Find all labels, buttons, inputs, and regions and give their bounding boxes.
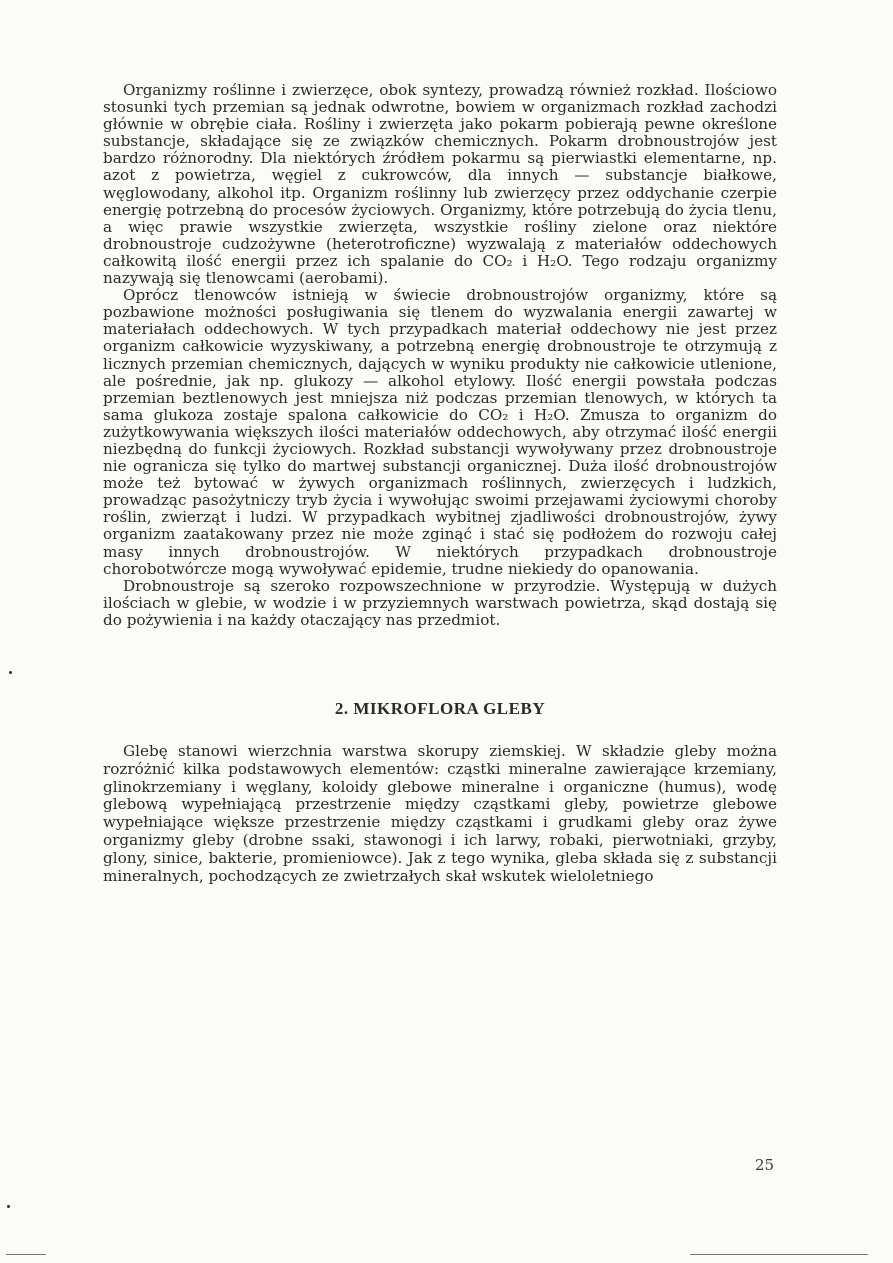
section-heading: 2. MIKROFLORA GLEBY (334, 699, 546, 718)
scan-edge-line-left (6, 1254, 46, 1255)
paragraph-soil: Glebę stanowi wierzchnia warstwa skorupy ziemskiej. W składzie gleby można rozróżnić kilka podstawowych elementów: cząstki mineralne zawierające krzemiany, glinokrzemiany i węglany, koloidy glebowe mineralne i organiczne (humus), wodę glebową wypełniającą przestrzenie między cząstkami gleby, powietrze glebowe wypełniające większe przestrzenie między cząstkami i grudkami gleby oraz żywe organizmy gleby (drobne ssaki, stawonogi i ich larwy, robaki, pierwotniaki, grzyby, glony, sinice, bakterie, promieniowce). Jak z tego wynika, gleba składa się z substancji mineralnych, pochodzących ze zwietrzałych skał wskutek wieloletniego (103, 742, 777, 885)
paragraph-distribution: Drobnoustroje są szeroko rozpowszechnione w przyrodzie. Występują w dużych ilościach w glebie, w wodzie i w przyziemnych warstwach powietrza, skąd dostają się do pożywienia i na każdy otaczający nas przedmiot. (103, 576, 777, 629)
scan-edge-line-right (690, 1254, 868, 1255)
paragraph-respiration: Organizmy roślinne i zwierzęce, obok syntezy, prowadzą również rozkład. Ilościowo stosunki tych przemian są jednak odwrotne, bowiem w organizmach rozkład zachodzi głównie w obrębie ciała. Rośliny i zwierzęta jako pokarm pobierają pewne określone substancje, składające się ze związków chemicznych. Pokarm drobnoustrojów jest bardzo różnorodny. Dla niektórych źródłem pokarmu są pierwiastki elementarne, np. azot z powietrza, węgiel z cukrowców, dla innych — substancje białkowe, węglowodany, alkohol itp. Organizm roślinny lub zwierzęcy przez oddychanie czerpie energię potrzebną do procesów życiowych. Organizmy, które potrzebują do życia tlenu, a więc prawie wszystkie zwierzęta, wszystkie rośliny zielone oraz niektóre drobnoustroje cudzożywne (heterotroficzne) wyzwalają z materiałów oddechowych całkowitą ilość energii przez ich spalanie do CO₂ i H₂O. Tego rodzaju organizmy nazywają się tlenowcami (aerobami). (103, 81, 777, 288)
scan-mark (7, 1205, 10, 1208)
scan-mark (9, 671, 12, 674)
paragraph-anaerobes: Oprócz tlenowców istnieją w świecie drobnoustrojów organizmy, które są pozbawione możności posługiwania się tlenem do wyzwalania energii zawartej w materiałach oddechowych. W tych przypadkach materiał oddechowy nie jest przez organizm całkowicie wyzyskiwany, a potrzebną energię drobnoustroje te otrzymują z licznych przemian chemicznych, dających w wyniku produkty nie całkowicie utlenione, ale pośrednie, jak np. glukozy — alkohol etylowy. Ilość energii powstała podczas przemian beztlenowych jest mniejsza niż podczas przemian tlenowych, w których ta sama glukoza zostaje spalona całkowicie do CO₂ i H₂O. Zmusza to organizm do zużytkowywania większych ilości materiałów oddechowych, aby otrzymać ilość energii niezbędną do funkcji życiowych. Rozkład substancji wywoływany przez drobnoustroje nie ogranicza się tylko do martwej substancji organicznej. Duża ilość drobnoustrojów może też bytować w żywych organizmach roślinnych, zwierzęcych i ludzkich, prowadząc pasożytniczy tryb życia i wywołując swoimi przejawami życiowymi choroby roślin, zwierząt i ludzi. W przypadkach wybitnej zjadliwości drobnoustrojów, żywy organizm zaatakowany przez nie może zginąć i stać się podłożem do rozwoju całej masy innych drobnoustrojów. W niektórych przypadkach drobnoustroje chorobotwórcze mogą wywoływać epidemie, trudne niekiedy do opanowania. (103, 286, 777, 578)
section-soil-microflora (103, 699, 777, 885)
page-body (103, 82, 777, 885)
page-number: 25 (755, 1156, 775, 1174)
